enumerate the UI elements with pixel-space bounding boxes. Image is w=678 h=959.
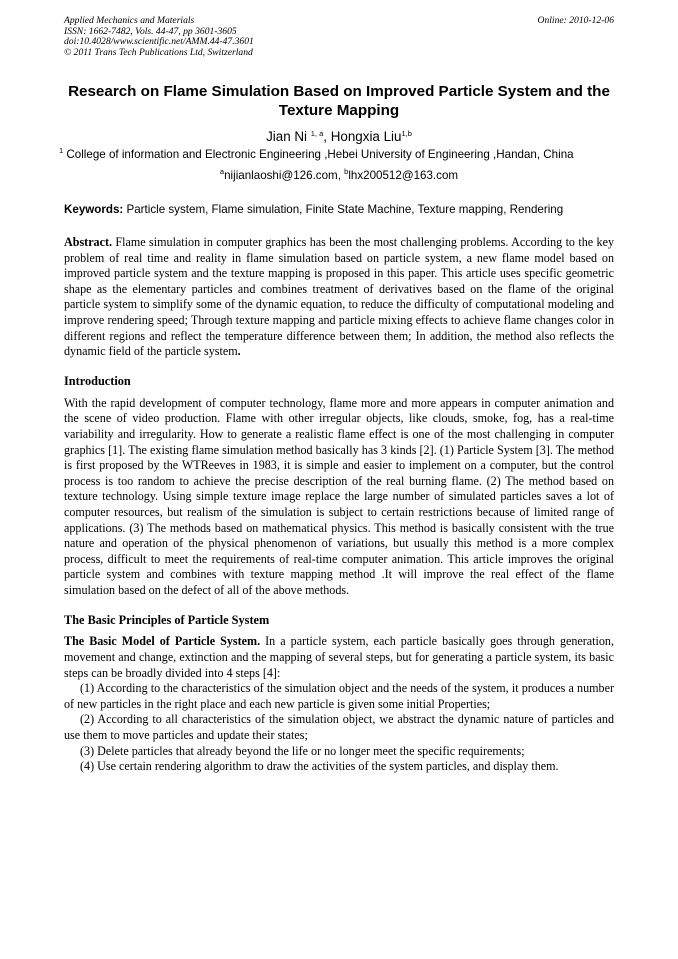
email-a[interactable]: nijianlaoshi@126.com,: [224, 169, 345, 182]
abstract-text: Flame simulation in computer graphics has been the most challenging problems. According to the key problem of real time and reality in flame simulation based on particle system, a new flame model based on improved particle system and the texture mapping is proposed in this paper. This article uses specific geometric shape as the elementary particles and combines treatment of derivatives based on the flame of the original particle system to simplify some of the dynamic equation, to reduce the difficulty of computational modeling and improve rendering speed; Through texture mapping and particle mixing effects to achieve flame changes color in different regions and reflect the temperature difference between them; In addition, the method also reflects the dynamic field of the particle system: [64, 235, 614, 359]
abstract: [64, 235, 614, 360]
author-1: Jian Ni: [266, 129, 308, 144]
author-2: Hongxia Liu: [330, 129, 402, 144]
email-line: [64, 169, 614, 183]
keywords-text: Particle system, Flame simulation, Finite State Machine, Texture mapping, Rendering: [123, 203, 564, 216]
basic-model-text: In a particle system, each particle basically goes through generation, movement and change, extinction and the mapping of several steps, but for generating a particle system, its basic steps can be broadly divided into 4 steps [4]:: [64, 634, 615, 680]
author-1-affiliation-marker: 1, a: [310, 129, 324, 138]
keywords-label: Keywords:: [64, 203, 124, 216]
email-b[interactable]: lhx200512@163.com: [348, 169, 459, 182]
basic-principles-heading: The Basic Principles of Particle System: [64, 613, 270, 628]
affiliation: [59, 148, 614, 162]
email-b-marker: b: [344, 167, 349, 176]
affiliation-marker: 1: [59, 146, 64, 155]
paper-page: [59, 15, 615, 775]
keywords: [64, 203, 614, 217]
journal-header: [64, 16, 614, 64]
author-line: [64, 128, 614, 146]
basic-model-label: The Basic Model of Particle System.: [64, 634, 261, 649]
copyright-line: © 2011 Trans Tech Publications Ltd, Switzerland: [64, 46, 253, 58]
introduction-text: With the rapid development of computer technology, flame more and more appears in computer animation and the scene of video production. Flame with other irregular objects, like clouds, smoke, fog, has a real-time variability and irregularity. How to generate a realistic flame effect is one of the most challenging in computer graphics [1]. The existing flame simulation method basically has 3 kinds [2]. (1) Particle System [3]. The method is first proposed by the WTReeves in 1983, it is simple and easier to implement on a computer, but the control process is too random to achieve the precise description of the real burning flame. (2) The method based on texture technology. Using simple texture image replace the large number of simulated particles saves a lot of computer resources, but realism of the simulation is subject to certain restrictions because of limited range of applications. (3) The methods based on mathematical physics. This method is basically consistent with the true nature and operation of the physical phenomenon of variations, but usually this method is a more complex process, difficult to meet the requirements of real-time computer animation. This article improves the original particle system and combines with texture mapping method .It will improve the real effect of the flame simulation based on the defect of all of the above methods.: [64, 395, 614, 597]
introduction-heading: Introduction: [64, 373, 131, 388]
abstract-label: Abstract.: [64, 235, 113, 249]
email-a-marker: a: [219, 167, 225, 176]
step-4: (4) Use certain rendering algorithm to draw the activities of the system particles, and display them.: [80, 759, 559, 774]
affiliation-text: College of information and Electronic Engineering ,Hebei University of Engineering ,Handan, China: [66, 148, 574, 161]
paper-title: Research on Flame Simulation Based on Improved Particle System and the Texture Mapping: [68, 83, 610, 119]
doi-line[interactable]: doi:10.4028/www.scientific.net/AMM.44-47.3601: [64, 36, 254, 48]
author-separator: ,: [323, 129, 327, 144]
journal-name: Applied Mechanics and Materials: [64, 15, 195, 26]
step-1: (1) According to the characteristics of the simulation object and the needs of the system, it produces a number of new particles in the right place and each new particle is given some initial Properties;: [64, 681, 614, 711]
step-2: (2) According to all characteristics of the simulation object, we abstract the dynamic nature of particles and use them to move particles and update their states;: [64, 712, 614, 743]
abstract-end: .: [237, 344, 241, 359]
author-2-affiliation-marker: 1,b: [401, 129, 412, 138]
basic-model-paragraph: [64, 634, 614, 681]
online-date: Online: 2010-12-06: [537, 15, 614, 26]
issn-line: ISSN: 1662-7482, Vols. 44-47, pp 3601-3605: [64, 25, 237, 37]
step-3: (3) Delete particles that already beyond the life or no longer meet the specific requirements;: [80, 743, 525, 758]
